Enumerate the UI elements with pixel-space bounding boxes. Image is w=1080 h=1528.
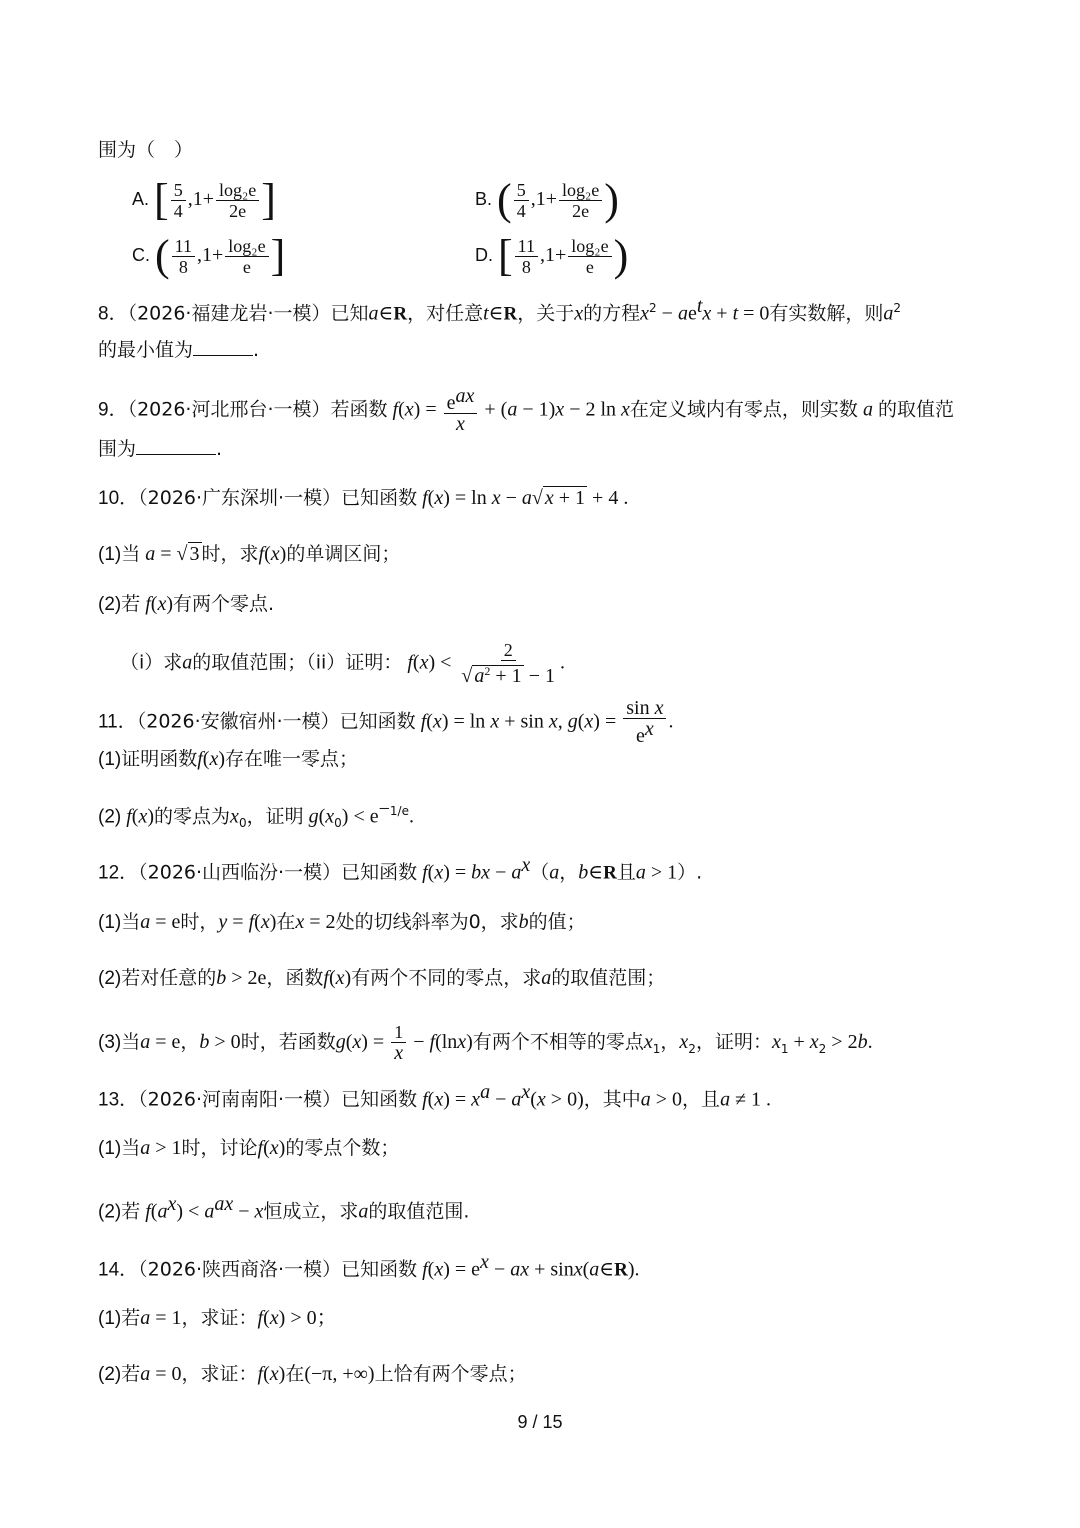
- q13-part1: (1)当a > 1时，讨论f(x)的零点个数；: [98, 1137, 400, 1159]
- intro-line: [98, 138, 193, 162]
- q11-part2: (2) f(x)的零点为$x_0$，证明 $g(x_0) < e^{-1/e}$.: [98, 798, 414, 831]
- q10-part3: （i）求a的取值范围；（ii）证明： f(x) < $\frac{2}{√ a^2 + 1 - 1}$ .: [120, 640, 565, 687]
- q8-line1: 8．（2026·福建龙岩·一模）已知a∈R，对任意t∈R，关于x的方程$x^2 - ae^tx + t = 0$有实数解，则$a^2$: [98, 295, 902, 325]
- q11-line1: 11．（2026·安徽宿州·一模）已知函数 f(x) = ln x + sin x, g(x) = $\frac{\text{sin x}}{e^x}$ .: [98, 697, 674, 747]
- q10-part1: (1)当 a = √ 3 时，求f(x)的单调区间；: [98, 543, 401, 565]
- q8-answer-blank[interactable]: [193, 337, 253, 356]
- q14-line1: 14．（2026·陕西商洛·一模）已知函数 $f(x) = e^x$ − ax + sinx(a∈R).: [98, 1251, 640, 1281]
- q12-part3: (3)当a = e，b > 0时，若函数g(x) = $\frac{1}{x}$ − f(lnx)有两个不相等的零点$x_1$，$x_2$，证明：$x_1 + x_2 > 2b$.: [98, 1022, 873, 1064]
- q13-line1: 13．（2026·河南南阳·一模）已知函数 $f(x) = x^a - a^x(x > 0)$，其中a > 0，且a ≠ 1 .: [98, 1081, 772, 1111]
- q10-part2: (2)若 f(x)有两个零点.: [98, 593, 275, 615]
- option-a[interactable]: A. [ $\frac{5}{4}$ ,1+ $\frac{\text{log₂e}}{2e}$ ]: [132, 175, 276, 224]
- option-c[interactable]: C. ( $\frac{11}{8}$ ,1+ $\frac{\text{log₂e}}{e}$ ]: [132, 231, 286, 280]
- intro-text: 围为（ ）: [98, 139, 194, 161]
- q12-part2: (2)若对任意的b > 2e，函数f(x)有两个不同的零点，求a的取值范围；: [98, 967, 666, 989]
- q9-line1: 9．（2026·河北邢台·一模）若函数 f(x) = $\frac{e^{ax}}{x}$ + (a − 1)x − 2 ln x在定义域内有零点，则实数 a 的取值范: [98, 385, 954, 435]
- q12-part1: (1)当a = e时，y = f(x)在x = 2处的切线斜率为0，求b的值；: [98, 911, 586, 933]
- q8-line2: 的最小值为 .: [98, 339, 260, 361]
- q13-part2: (2)若 $f(a^x) < a^{ax} - x$恒成立，求a的取值范围.: [98, 1193, 470, 1223]
- q12-line1: 12．（2026·山西临汾·一模）已知函数 f(x) = bx − $a^x(a$，b∈R且a > 1）.: [98, 854, 703, 884]
- q11-part1: (1)证明函数f(x)存在唯一零点；: [98, 748, 359, 770]
- q14-part1: (1)若a = 1，求证：f(x) > 0；: [98, 1307, 337, 1329]
- page-number: 9 / 15: [517, 1412, 563, 1432]
- q9-line2: 围为 .: [98, 438, 223, 460]
- q9-answer-blank[interactable]: [136, 436, 216, 455]
- option-b[interactable]: B. ( $\frac{5}{4}$ ,1+ $\frac{\text{log₂e}}{2e}$ ): [475, 175, 619, 224]
- q10-line1: 10．（2026·广东深圳·一模）已知函数 f(x) = ln x − a√ x + 1 + 4 .: [98, 487, 629, 509]
- q14-part2: (2)若a = 0，求证：f(x)在(−π, +∞)上恰有两个零点；: [98, 1363, 527, 1385]
- option-d[interactable]: D. [ $\frac{11}{8}$ ,1+ $\frac{\text{log₂e}}{e}$ ): [475, 231, 629, 280]
